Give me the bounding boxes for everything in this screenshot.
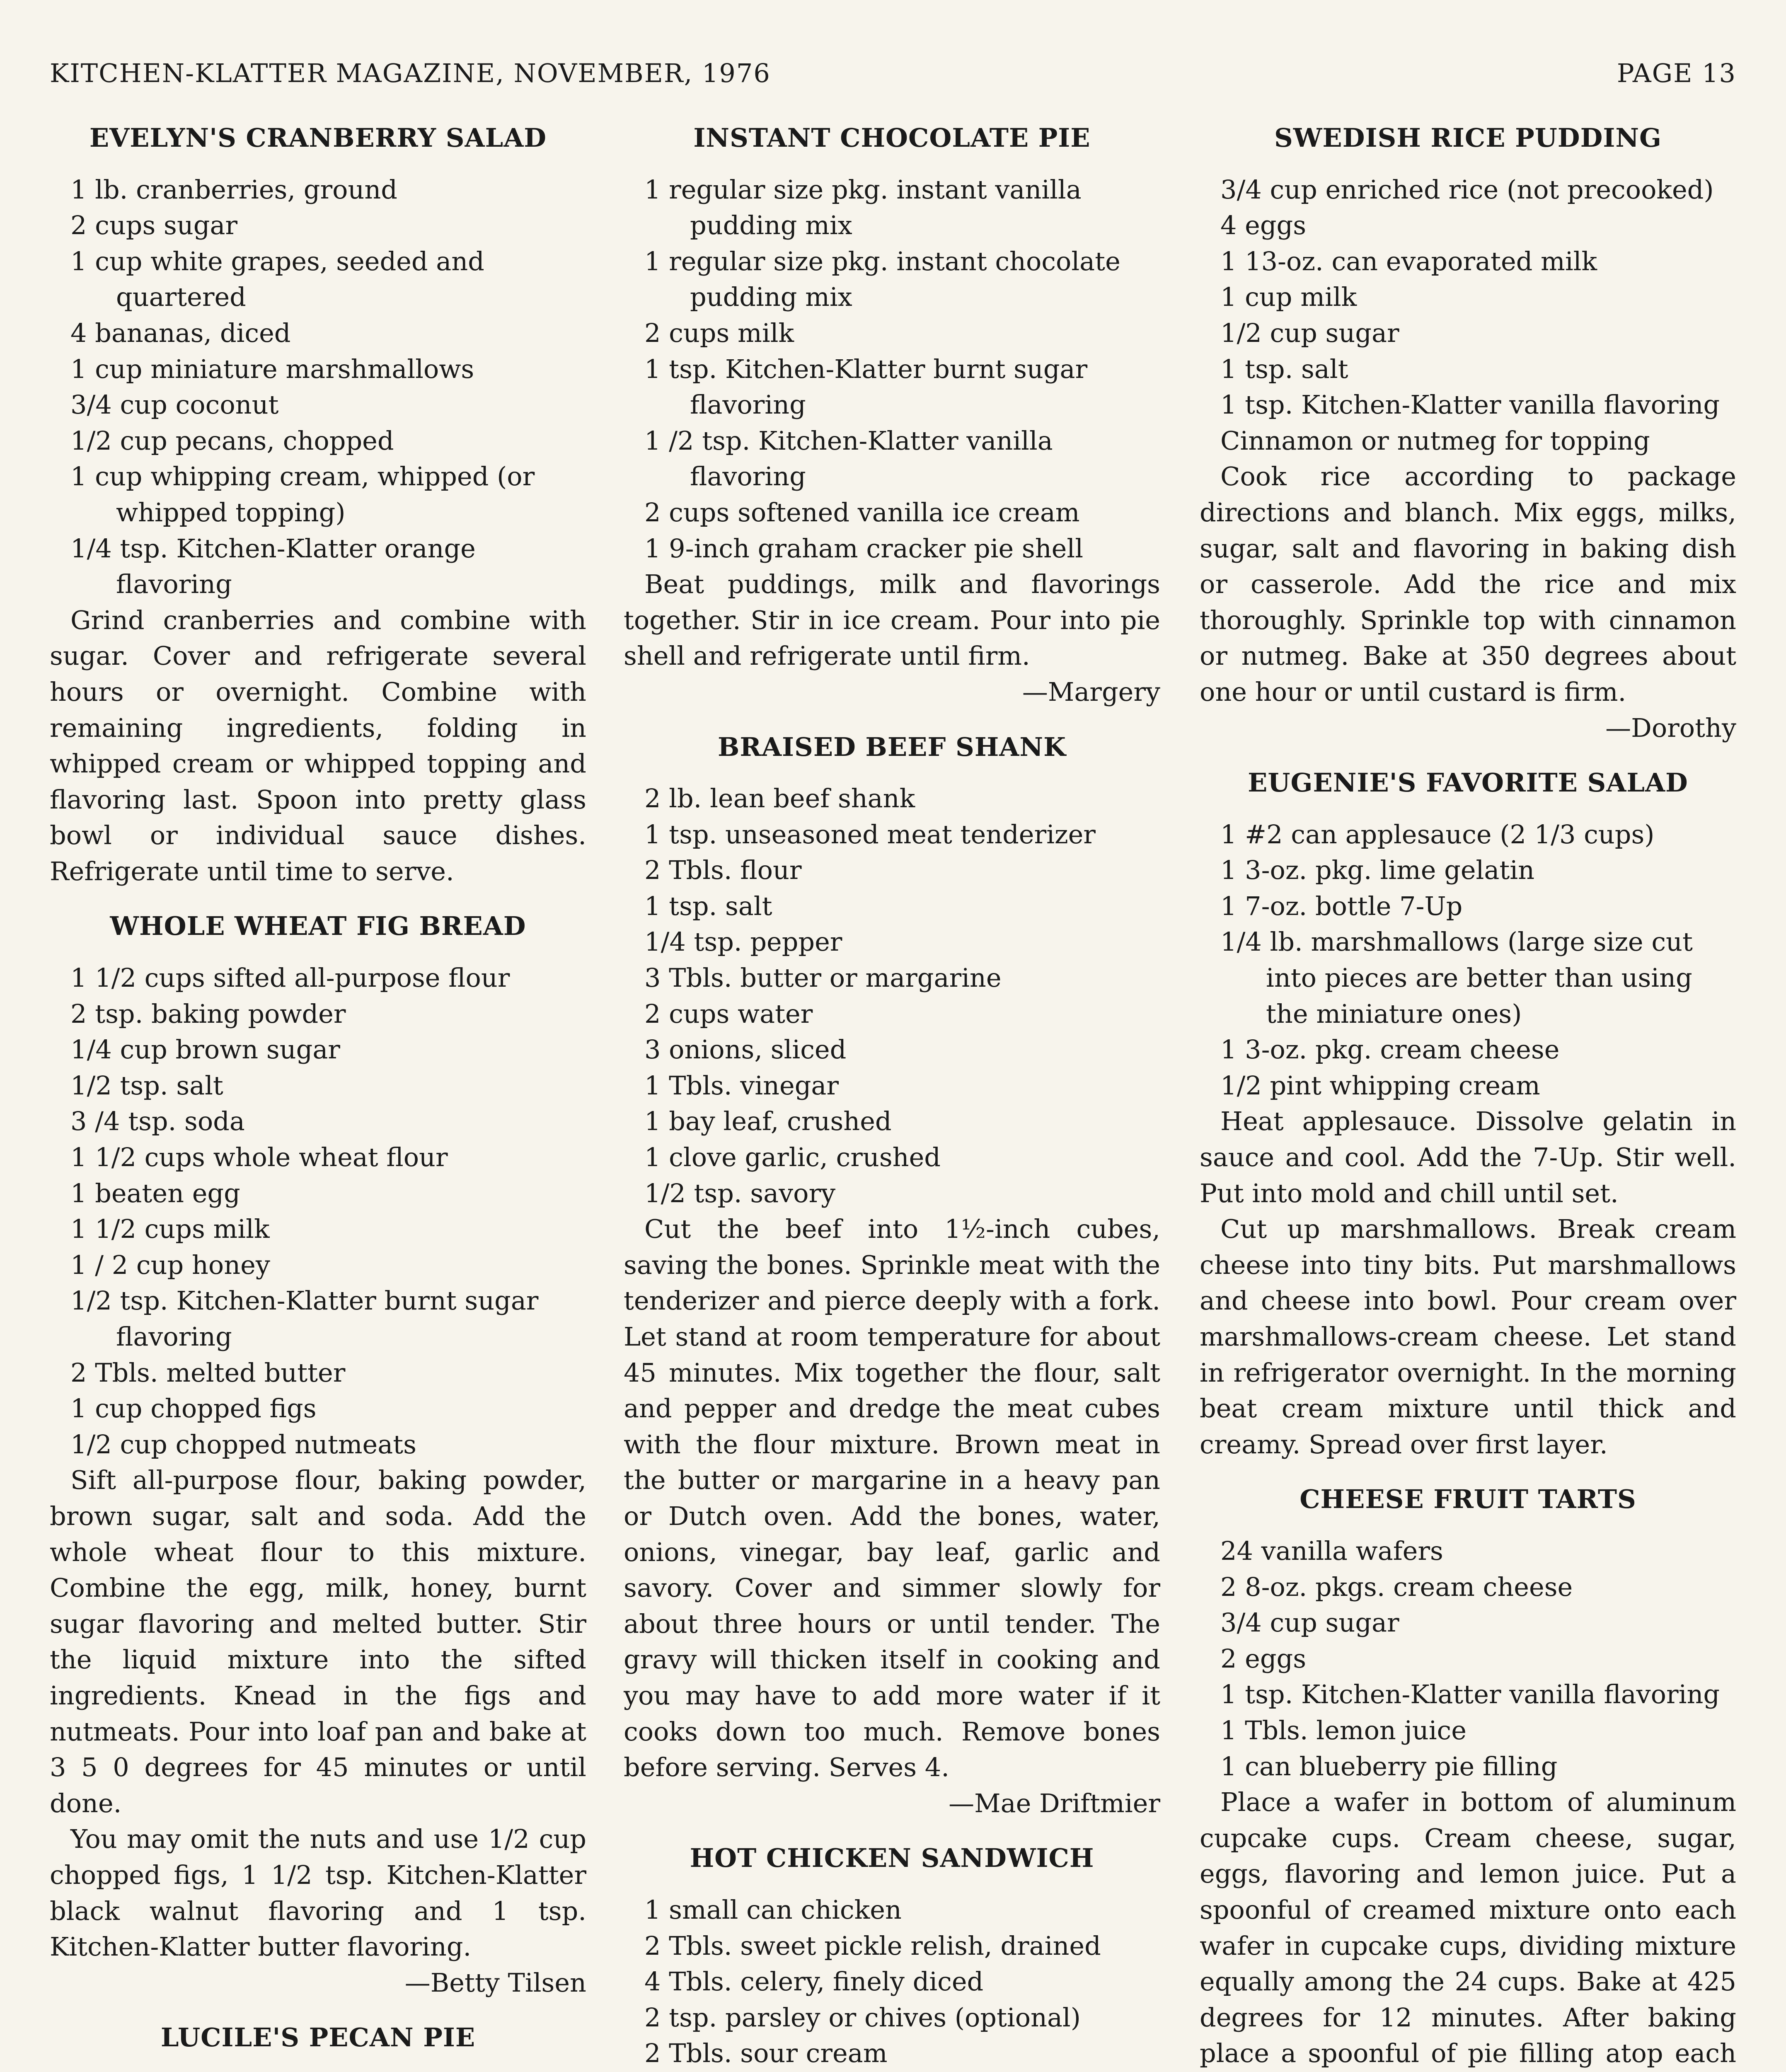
ingredient-line: 1 cup whipping cream, whipped (or whipped topping) (70, 461, 535, 528)
ingredient-line: 1 9-inch graham cracker pie shell (644, 533, 1084, 564)
ingredient-line: 3 onions, sliced (644, 1034, 847, 1065)
column-2 (624, 120, 1160, 2072)
ingredient-line: 1 tsp. unseasoned meat tenderizer (644, 819, 1096, 850)
ingredient-line: 1/2 pint whipping cream (1220, 1070, 1540, 1101)
recipe-title: INSTANT CHOCOLATE PIE (693, 123, 1091, 153)
ingredient-line: 1 small can chicken (644, 1894, 902, 1925)
ingredient-line: 4 Tbls. celery, finely diced (644, 1966, 984, 1997)
ingredient-line: 1/2 cup sugar (1220, 317, 1399, 348)
ingredient-line: 2 Tbls. melted butter (70, 1357, 346, 1388)
ingredient-line: 1 1/2 cups milk (70, 1214, 270, 1244)
recipe (624, 729, 1160, 1822)
ingredient-line: 2 Tbls. sweet pickle relish, drained (644, 1930, 1101, 1961)
ingredient-line: 1 regular size pkg. instant chocolate pudding mix (644, 246, 1120, 312)
recipe (50, 120, 586, 889)
ingredient-line: 3 /4 tsp. soda (70, 1106, 245, 1137)
ingredient-line: 2 eggs (1220, 1643, 1307, 1674)
ingredient-line: 2 8-oz. pkgs. cream cheese (1220, 1571, 1573, 1602)
directions-paragraph: Cook rice according to package directions and blanch. Mix eggs, milks, sugar, salt and flavoring in baking dish or casserole. Add the rice and mix thoroughly. Sprinkle top with cinnamon or nutmeg. Bake at 350 degrees about one hour or until custard is firm. (1200, 461, 1736, 707)
directions-paragraph: Beat puddings, milk and flavorings together. Stir in ice cream. Pour into pie shell and refrigerate until firm. (624, 569, 1160, 671)
ingredient-line: 2 cups milk (644, 317, 794, 348)
recipe-title: BRAISED BEEF SHANK (718, 731, 1066, 762)
ingredient-line: 1 / 2 cup honey (70, 1249, 270, 1280)
ingredient-line: 24 vanilla wafers (1220, 1535, 1443, 1566)
ingredient-line: 1 1/2 cups sifted all-purpose flour (70, 963, 510, 993)
recipe-title: SWEDISH RICE PUDDING (1274, 123, 1662, 153)
ingredient-line: 3/4 cup enriched rice (not precooked) (1220, 174, 1714, 205)
page-header (50, 58, 1736, 95)
ingredient-line: 1 cup milk (1220, 282, 1357, 312)
recipe (50, 2020, 586, 2072)
magazine-title: KITCHEN-KLATTER MAGAZINE, NOVEMBER, 1976 (50, 58, 771, 88)
recipe-title: EVELYN'S CRANBERRY SALAD (89, 123, 547, 153)
ingredient-line: 1/4 cup brown sugar (70, 1034, 340, 1065)
ingredient-line: 1 1/2 cups whole wheat flour (70, 1142, 448, 1173)
ingredient-line: 1 7-oz. bottle 7-Up (1220, 891, 1463, 921)
ingredient-line: 1/4 tsp. pepper (644, 927, 842, 957)
ingredient-line: 1 /2 tsp. Kitchen-Klatter vanilla flavoring (644, 425, 1053, 492)
ingredient-line: 1 lb. cranberries, ground (70, 174, 397, 205)
directions-paragraph: Cut up marshmallows. Break cream cheese into tiny bits. Put marshmallows and cheese into bowl. Pour cream over marshmallows-cream cheese. Let stand in refrigerator overnight. In the morning beat cream mixture until thick and creamy. Spread over first layer. (1200, 1214, 1736, 1460)
ingredient-line: 1 13-oz. can evaporated milk (1220, 246, 1597, 276)
ingredient-line: 1 can blueberry pie filling (1220, 1751, 1558, 1782)
ingredient-line: 2 cups softened vanilla ice cream (644, 497, 1080, 528)
ingredient-line: 1 tsp. salt (1220, 353, 1348, 384)
ingredient-line: 2 Tbls. sour cream (644, 2038, 888, 2069)
ingredient-line: 1 cup miniature marshmallows (70, 353, 474, 384)
ingredient-line: 3 Tbls. butter or margarine (644, 963, 1002, 993)
ingredient-line: 2 cups water (644, 998, 813, 1029)
ingredient-line: 1 tsp. Kitchen-Klatter vanilla flavoring (1220, 390, 1720, 420)
ingredient-line: 2 tsp. baking powder (70, 998, 346, 1029)
directions-paragraph: You may omit the nuts and use 1/2 cup chopped figs, 1 1/2 tsp. Kitchen-Klatter black walnut flavoring and 1 tsp. Kitchen-Klatter butter flavoring. (50, 1824, 586, 1962)
ingredient-line: 2 Tbls. flour (644, 855, 802, 886)
directions-paragraph: Cut the beef into 1½-inch cubes, saving the bones. Sprinkle meat with the tenderizer and pierce deeply with a fork. Let stand at room temperature for about 45 minutes. Mix together the flour, salt and pepper and dredge the meat cubes with the flour mixture. Brown meat in the butter or margarine in a heavy pan or Dutch oven. Add the bones, water, onions, vinegar, bay leaf, garlic and savory. Cover and simmer slowly for about three hours or until tender. The gravy will thicken itself in cooking and you may have to add more water if it cooks down too much. Remove bones before serving. Serves 4. (624, 1214, 1160, 1783)
recipe (50, 908, 586, 2001)
ingredient-line: 1 regular size pkg. instant vanilla pudding mix (644, 174, 1082, 241)
ingredient-line: 2 tsp. parsley or chives (optional) (644, 2002, 1081, 2033)
recipe-title: WHOLE WHEAT FIG BREAD (110, 911, 526, 942)
ingredient-line: 1 Tbls. lemon juice (1220, 1715, 1467, 1745)
ingredient-line: 1/2 tsp. Kitchen-Klatter burnt sugar flavoring (70, 1285, 539, 1352)
recipe (1200, 1481, 1736, 2072)
ingredient-line: 1 clove garlic, crushed (644, 1142, 941, 1173)
ingredient-line: 4 eggs (1220, 210, 1307, 241)
column-1 (50, 120, 586, 2072)
ingredient-line: 1 cup chopped figs (70, 1393, 317, 1424)
ingredient-line: 1 tsp. salt (644, 891, 772, 921)
recipe (624, 120, 1160, 710)
ingredient-line: 1 Tbls. vinegar (644, 1070, 839, 1101)
ingredient-line: 1 tsp. Kitchen-Klatter burnt sugar flavoring (644, 353, 1088, 420)
ingredient-line: 4 bananas, diced (70, 317, 291, 348)
ingredient-line: 2 cups sugar (70, 210, 238, 241)
recipe-signature: —Mae Driftmier (949, 1788, 1160, 1818)
column-3 (1200, 120, 1736, 2072)
ingredient-line: 1 tsp. Kitchen-Klatter vanilla flavoring (1220, 1679, 1720, 1710)
ingredient-line: 1 bay leaf, crushed (644, 1106, 892, 1137)
ingredient-line: 2 lb. lean beef shank (644, 783, 915, 814)
recipe-signature: —Dorothy (1605, 712, 1736, 743)
recipe-title: CHEESE FRUIT TARTS (1300, 1484, 1636, 1515)
ingredient-line: Cinnamon or nutmeg for topping (1220, 425, 1650, 456)
ingredient-line: 1 #2 can applesauce (2 1/3 cups) (1220, 819, 1655, 850)
directions-paragraph: Place a wafer in bottom of aluminum cupcake cups. Cream cheese, sugar, eggs, flavoring and lemon juice. Put a spoonful of creamed mixture onto each wafer in cupcake cups, dividing mixture equally among the 24 cups. Bake at 425 degrees for 12 minutes. After baking place a spoonful of pie filling atop each (1200, 1787, 1736, 2069)
ingredient-line: 3/4 cup sugar (1220, 1607, 1399, 1638)
ingredient-line: 1 3-oz. pkg. lime gelatin (1220, 855, 1535, 886)
directions-paragraph: Sift all-purpose flour, baking powder, brown sugar, salt and soda. Add the whole wheat flour to this mixture. Combine the egg, milk, honey, burnt sugar flavoring and melted butter. Stir the liquid mixture into the sifted ingredients. Knead in the figs and nutmeats. Pour into loaf pan and bake at 3 5 0 degrees for 45 minutes or until done. (50, 1465, 586, 1818)
recipe-signature: —Betty Tilsen (404, 1967, 586, 1998)
recipe-title: LUCILE'S PECAN PIE (160, 2022, 476, 2053)
ingredient-line: 1 beaten egg (70, 1178, 240, 1208)
ingredient-line: 1/2 cup pecans, chopped (70, 425, 394, 456)
recipe-title: HOT CHICKEN SANDWICH (690, 1843, 1094, 1874)
directions-paragraph: Grind cranberries and combine with sugar. Cover and refrigerate several hours or overnight. Combine with remaining ingredients, folding in whipped cream or whipped topping and flavoring last. Spoon into pretty glass bowl or individual sauce dishes. Refrigerate until time to serve. (50, 605, 586, 886)
recipe-signature: —Margery (1022, 676, 1160, 707)
page-number: PAGE 13 (1617, 58, 1736, 88)
recipe (1200, 120, 1736, 746)
recipe (1200, 765, 1736, 1462)
recipe-title: EUGENIE'S FAVORITE SALAD (1248, 767, 1688, 798)
ingredient-line: 1/2 tsp. salt (70, 1070, 223, 1101)
ingredient-line: 3/4 cup coconut (70, 390, 279, 420)
ingredient-line: 1/4 lb. marshmallows (large size cut into pieces are better than using the miniature ones) (1220, 927, 1693, 1029)
ingredient-line: 1/4 tsp. Kitchen-Klatter orange flavoring (70, 533, 476, 600)
directions-paragraph: Heat applesauce. Dissolve gelatin in sauce and cool. Add the 7-Up. Stir well. Put into mold and chill until set. (1200, 1106, 1736, 1208)
ingredient-line: 1 cup white grapes, seeded and quartered (70, 246, 484, 312)
ingredient-line: 1 3-oz. pkg. cream cheese (1220, 1034, 1560, 1065)
ingredient-line: 1/2 tsp. savory (644, 1178, 836, 1208)
ingredient-line: 1/2 cup chopped nutmeats (70, 1429, 416, 1460)
recipe (624, 1840, 1160, 2072)
